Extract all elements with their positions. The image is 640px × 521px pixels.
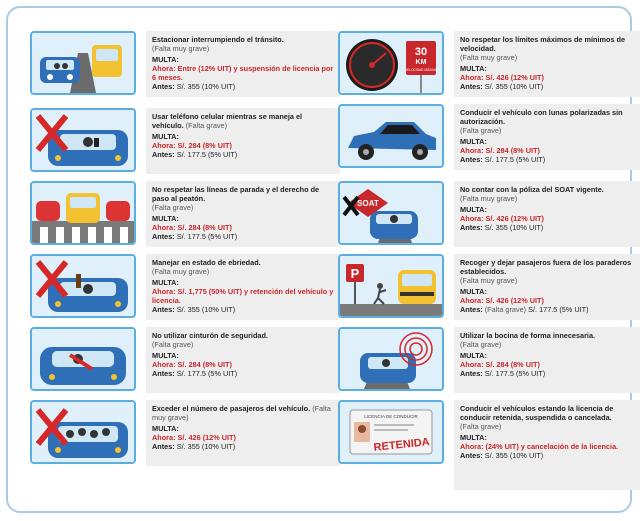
multa-label: MULTA: bbox=[152, 351, 179, 360]
ahora-label: Ahora: bbox=[152, 433, 176, 442]
fine-now: S/. 426 (12% UIT) bbox=[485, 214, 544, 223]
antes-label: Antes: bbox=[152, 150, 175, 159]
speedometer-icon bbox=[338, 31, 444, 95]
severity: (Falta grave) bbox=[152, 203, 194, 212]
fine-before: S/. 177.5 (5% UIT) bbox=[176, 232, 238, 241]
fine-now: S/. 284 (8% UIT) bbox=[177, 360, 232, 369]
multa-label: MULTA: bbox=[152, 214, 179, 223]
severity: (Falta grave) bbox=[460, 340, 502, 349]
infraction-title: Conducir el vehículo con lunas polarizadas sin autorización. bbox=[460, 108, 623, 126]
fine-before: S/. 177.5 (5% UIT) bbox=[528, 305, 589, 314]
ahora-label: Ahora: bbox=[152, 223, 176, 232]
fine-before: S/. 355 (10% UIT) bbox=[484, 223, 544, 232]
fine-before: S/. 177.5 (5% UIT) bbox=[176, 369, 238, 378]
fine-before: S/. 355 (10% UIT) bbox=[176, 305, 236, 314]
soat-icon bbox=[338, 181, 444, 245]
infraction-text bbox=[146, 254, 340, 320]
fine-now: S/. 426 (12% UIT) bbox=[485, 296, 544, 305]
fine-now: S/. 284 (8% UIT) bbox=[485, 146, 540, 155]
infraction-text bbox=[146, 400, 340, 466]
infraction-title: No contar con la póliza del SOAT vigente. bbox=[460, 185, 604, 194]
infraction-title: Usar teléfono celular mientras se maneja el vehículo. bbox=[152, 112, 303, 130]
parked-car-icon bbox=[30, 31, 136, 95]
ahora-label: Ahora: bbox=[152, 64, 176, 73]
antes-label: Antes: bbox=[460, 305, 483, 314]
fine-before: S/. 177.5 (5% UIT) bbox=[176, 150, 238, 159]
antes-label: Antes: bbox=[460, 155, 483, 164]
multa-label: MULTA: bbox=[152, 55, 179, 64]
fine-now: S/. 284 (8% UIT) bbox=[177, 141, 232, 150]
severity: (Falta muy grave) bbox=[152, 267, 210, 276]
severity: (Falta muy grave) bbox=[152, 44, 210, 53]
drunk-driving-icon bbox=[30, 254, 136, 318]
seatbelt-icon bbox=[30, 327, 136, 391]
multa-label: MULTA: bbox=[460, 351, 487, 360]
infraction-text bbox=[146, 327, 340, 393]
severity: (Falta grave) bbox=[460, 422, 502, 431]
fine-before-prefix: (Falta grave) bbox=[484, 305, 527, 314]
fine-before: S/. 177.5 (5% UIT) bbox=[484, 155, 546, 164]
fine-now: (24% UIT) y cancelación de la licencia. bbox=[485, 442, 619, 451]
ahora-label: Ahora: bbox=[460, 73, 484, 82]
infraction-text bbox=[454, 327, 640, 393]
crosswalk-icon bbox=[30, 181, 136, 245]
fine-before: S/. 355 (10% UIT) bbox=[484, 82, 544, 91]
ahora-label: Ahora: bbox=[152, 287, 176, 296]
antes-label: Antes: bbox=[460, 223, 483, 232]
infraction-text bbox=[146, 108, 340, 174]
ahora-label: Ahora: bbox=[152, 360, 176, 369]
infraction-title: Conducir el vehículos estando la licencia de conducir retenida, suspendida o cancelada. bbox=[460, 404, 614, 422]
infraction-text bbox=[146, 181, 340, 247]
license-icon bbox=[338, 400, 444, 464]
multa-label: MULTA: bbox=[460, 433, 487, 442]
antes-label: Antes: bbox=[460, 82, 483, 91]
retenida-stamp: RETENIDA bbox=[373, 436, 431, 454]
infraction-title: Manejar en estado de ebriedad. bbox=[152, 258, 261, 267]
fine-before: S/. 177.5 (5% UIT) bbox=[484, 369, 546, 378]
severity: (Falta grave) bbox=[152, 340, 194, 349]
parking-sign-letter: P bbox=[350, 266, 360, 281]
severity: (Falta grave) bbox=[185, 121, 228, 130]
multa-label: MULTA: bbox=[460, 137, 487, 146]
antes-label: Antes: bbox=[460, 451, 483, 460]
antes-label: Antes: bbox=[152, 232, 175, 241]
infraction-title: Recoger y dejar pasajeros fuera de los paraderos establecidos. bbox=[460, 258, 632, 276]
fine-before: S/. 355 (10% UIT) bbox=[176, 82, 236, 91]
multa-label: MULTA: bbox=[460, 64, 487, 73]
fine-now: S/. 284 (8% UIT) bbox=[177, 223, 232, 232]
severity: (Falta muy grave) bbox=[460, 194, 518, 203]
severity: (Falta grave) bbox=[460, 126, 502, 135]
infraction-title: Estacionar interrumpiendo el tránsito. bbox=[152, 35, 284, 44]
infraction-text bbox=[146, 31, 340, 97]
tinted-car-icon bbox=[338, 104, 444, 168]
antes-label: Antes: bbox=[460, 369, 483, 378]
multa-label: MULTA: bbox=[460, 205, 487, 214]
ahora-label: Ahora: bbox=[460, 360, 484, 369]
infraction-title: No respetar las líneas de parada y el derecho de paso al peatón. bbox=[152, 185, 320, 203]
infraction-title: No respetar los límites máximos de mínimos de velocidad. bbox=[460, 35, 626, 53]
sign-caption: VELOCIDAD MÁXIMA bbox=[405, 68, 437, 72]
infraction-text bbox=[454, 181, 640, 247]
sign-value: 30 bbox=[414, 46, 428, 58]
severity: (Falta muy grave) bbox=[460, 276, 518, 285]
ahora-label: Ahora: bbox=[152, 141, 176, 150]
phone-driving-icon bbox=[30, 108, 136, 172]
antes-label: Antes: bbox=[152, 82, 175, 91]
ahora-label: Ahora: bbox=[460, 146, 484, 155]
infraction-title: Exceder el número de pasajeros del vehículo. bbox=[152, 404, 311, 413]
license-header: LICENCIA DE CONDUCIR bbox=[364, 414, 418, 419]
overloaded-car-icon bbox=[30, 400, 136, 464]
multa-label: MULTA: bbox=[152, 132, 179, 141]
soat-badge: SOAT bbox=[357, 199, 379, 208]
infraction-text bbox=[454, 31, 640, 97]
fine-now: S/. 284 (8% UIT) bbox=[485, 360, 540, 369]
multa-label: MULTA: bbox=[152, 278, 179, 287]
fine-before: S/. 355 (10% UIT) bbox=[176, 442, 236, 451]
ahora-label: Ahora: bbox=[460, 442, 484, 451]
antes-label: Antes: bbox=[152, 369, 175, 378]
bus-stop-icon bbox=[338, 254, 444, 318]
fine-before: S/. 355 (10% UIT) bbox=[484, 451, 544, 460]
infraction-title: Utilizar la bocina de forma innecesaria. bbox=[460, 331, 596, 340]
fine-now: Entre (12% UIT) y suspensión de licencia por 6 meses. bbox=[152, 64, 334, 82]
infraction-text bbox=[454, 400, 640, 490]
infraction-text bbox=[454, 254, 640, 320]
fine-now: S/. 426 (12% UIT) bbox=[177, 433, 236, 442]
ahora-label: Ahora: bbox=[460, 296, 484, 305]
severity: (Falta muy grave) bbox=[152, 404, 331, 422]
horn-icon bbox=[338, 327, 444, 391]
antes-label: Antes: bbox=[152, 305, 175, 314]
infraction-text bbox=[454, 104, 640, 170]
multa-label: MULTA: bbox=[152, 424, 179, 433]
fine-now: S/. 426 (12% UIT) bbox=[485, 73, 544, 82]
infraction-title: No utilizar cinturón de seguridad. bbox=[152, 331, 268, 340]
antes-label: Antes: bbox=[152, 442, 175, 451]
severity: (Falta muy grave) bbox=[460, 53, 518, 62]
fine-now: S/. 1,775 (50% UIT) y retención del vehículo y licencia. bbox=[152, 287, 334, 305]
sign-unit: KM bbox=[415, 59, 427, 66]
multa-label: MULTA: bbox=[460, 287, 487, 296]
ahora-label: Ahora: bbox=[460, 214, 484, 223]
